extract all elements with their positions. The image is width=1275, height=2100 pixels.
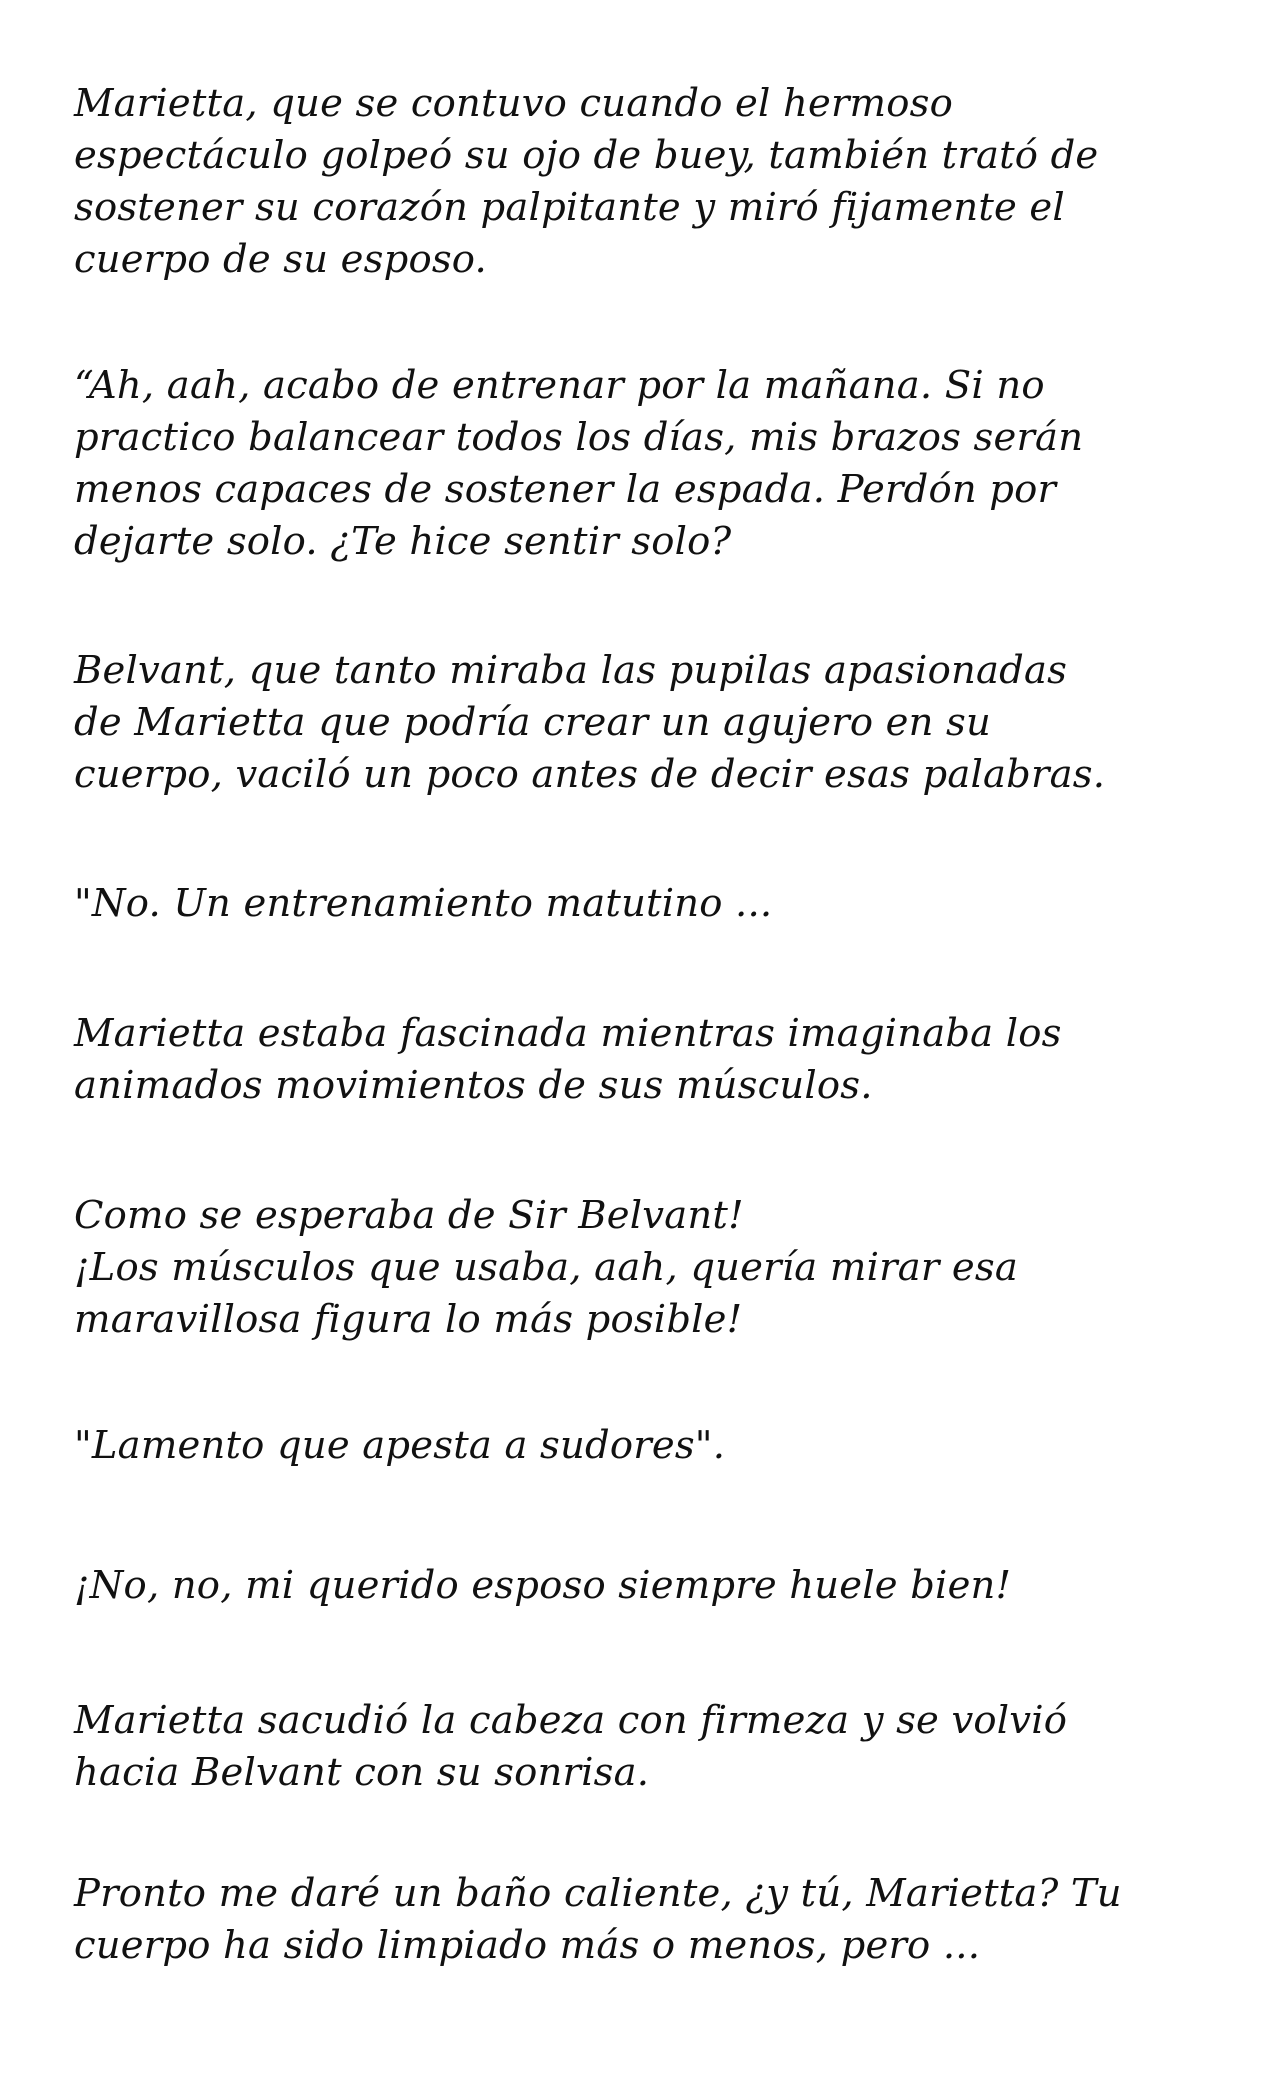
text-line: animados movimientos de sus músculos. [74,1063,873,1108]
paragraph-5 [74,1008,1234,1112]
text-line: de Marietta que podría crear un agujero en su [74,700,992,745]
text-line: Marietta estaba fascinada mientras imaginaba los [74,1011,1062,1056]
paragraph-1 [74,78,1234,286]
text-line: “Ah, aah, acabo de entrenar por la mañana. Si no [74,363,1045,408]
text-line: menos capaces de sostener la espada. Perdón por [74,467,1057,512]
text-line: maravillosa figura lo más posible! [74,1297,743,1342]
text-line: ¡Los músculos que usaba, aah, quería mirar esa [74,1245,1018,1290]
text-line: cuerpo, vaciló un poco antes de decir esas palabras. [74,752,1106,797]
paragraph-7 [74,1420,1234,1472]
paragraph-2 [74,360,1234,568]
text-line: cuerpo de su esposo. [74,237,487,282]
text-line: Marietta sacudió la cabeza con firmeza y se volvió [74,1698,1068,1743]
text-line: dejarte solo. ¿Te hice sentir solo? [74,519,732,564]
paragraph-8 [74,1560,1234,1612]
text-line: espectáculo golpeó su ojo de buey, también trató de [74,133,1099,178]
text-line: ¡No, no, mi querido esposo siempre huele bien! [74,1563,1012,1608]
text-line: Belvant, que tanto miraba las pupilas apasionadas [74,648,1068,693]
paragraph-3 [74,645,1234,801]
paragraph-6 [74,1190,1234,1346]
text-line: "No. Un entrenamiento matutino ... [74,881,773,926]
paragraph-10 [74,1868,1234,1972]
text-line: practico balancear todos los días, mis brazos serán [74,415,1084,460]
text-line: cuerpo ha sido limpiado más o menos, pero ... [74,1923,981,1968]
text-line: "Lamento que apesta a sudores". [74,1423,726,1468]
text-line: Marietta, que se contuvo cuando el hermoso [74,81,953,126]
text-line: sostener su corazón palpitante y miró fijamente el [74,185,1065,230]
text-line: Como se esperaba de Sir Belvant! [74,1193,744,1238]
paragraph-9 [74,1695,1234,1799]
paragraph-4 [74,878,1234,930]
text-line: Pronto me daré un baño caliente, ¿y tú, Marietta? Tu [74,1871,1122,1916]
text-line: hacia Belvant con su sonrisa. [74,1750,650,1795]
